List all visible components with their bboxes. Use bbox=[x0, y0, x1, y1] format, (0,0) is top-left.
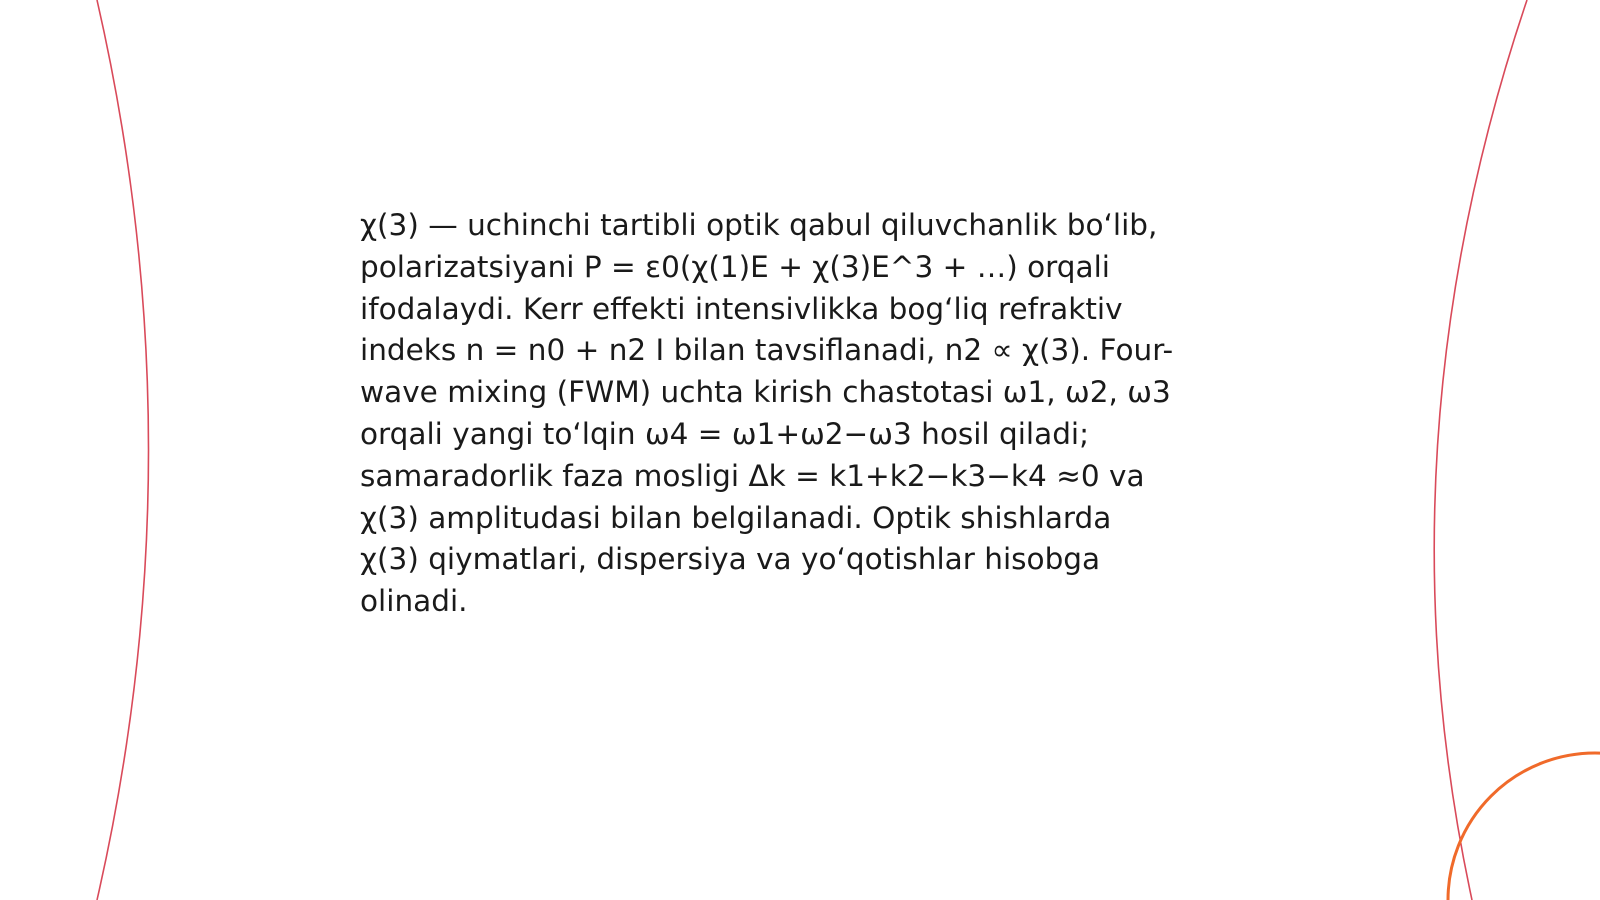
corner-circle-outline bbox=[1448, 753, 1600, 900]
body-line: polarizatsiyani P = ε0(χ(1)E + χ(3)E^3 + …) orqali bbox=[360, 249, 1110, 284]
body-line: χ(3) amplitudasi bilan belgilanadi. Optik shishlarda bbox=[360, 500, 1112, 535]
body-line: orqali yangi toʻlqin ω4 = ω1+ω2−ω3 hosil qiladi; bbox=[360, 416, 1090, 451]
right-curve-line bbox=[1434, 0, 1527, 900]
body-line: olinadi. bbox=[360, 584, 468, 619]
left-curve-line bbox=[97, 0, 149, 900]
body-line: ifodalaydi. Kerr effekti intensivlikka bogʻliq refraktiv bbox=[360, 291, 1123, 326]
body-text bbox=[360, 205, 1260, 623]
body-line: χ(3) — uchinchi tartibli optik qabul qiluvchanlik boʻlib, bbox=[360, 208, 1158, 242]
body-line: samaradorlik faza mosligi Δk = k1+k2−k3−k4 ≈0 va bbox=[360, 458, 1145, 493]
body-line: χ(3) qiymatlari, dispersiya va yoʻqotishlar hisobga bbox=[360, 542, 1101, 577]
body-line: indeks n = n0 + n2 I bilan tavsiflanadi, n2 ∝ χ(3). Four- bbox=[360, 333, 1174, 368]
body-line: wave mixing (FWM) uchta kirish chastotasi ω1, ω2, ω3 bbox=[360, 375, 1171, 410]
